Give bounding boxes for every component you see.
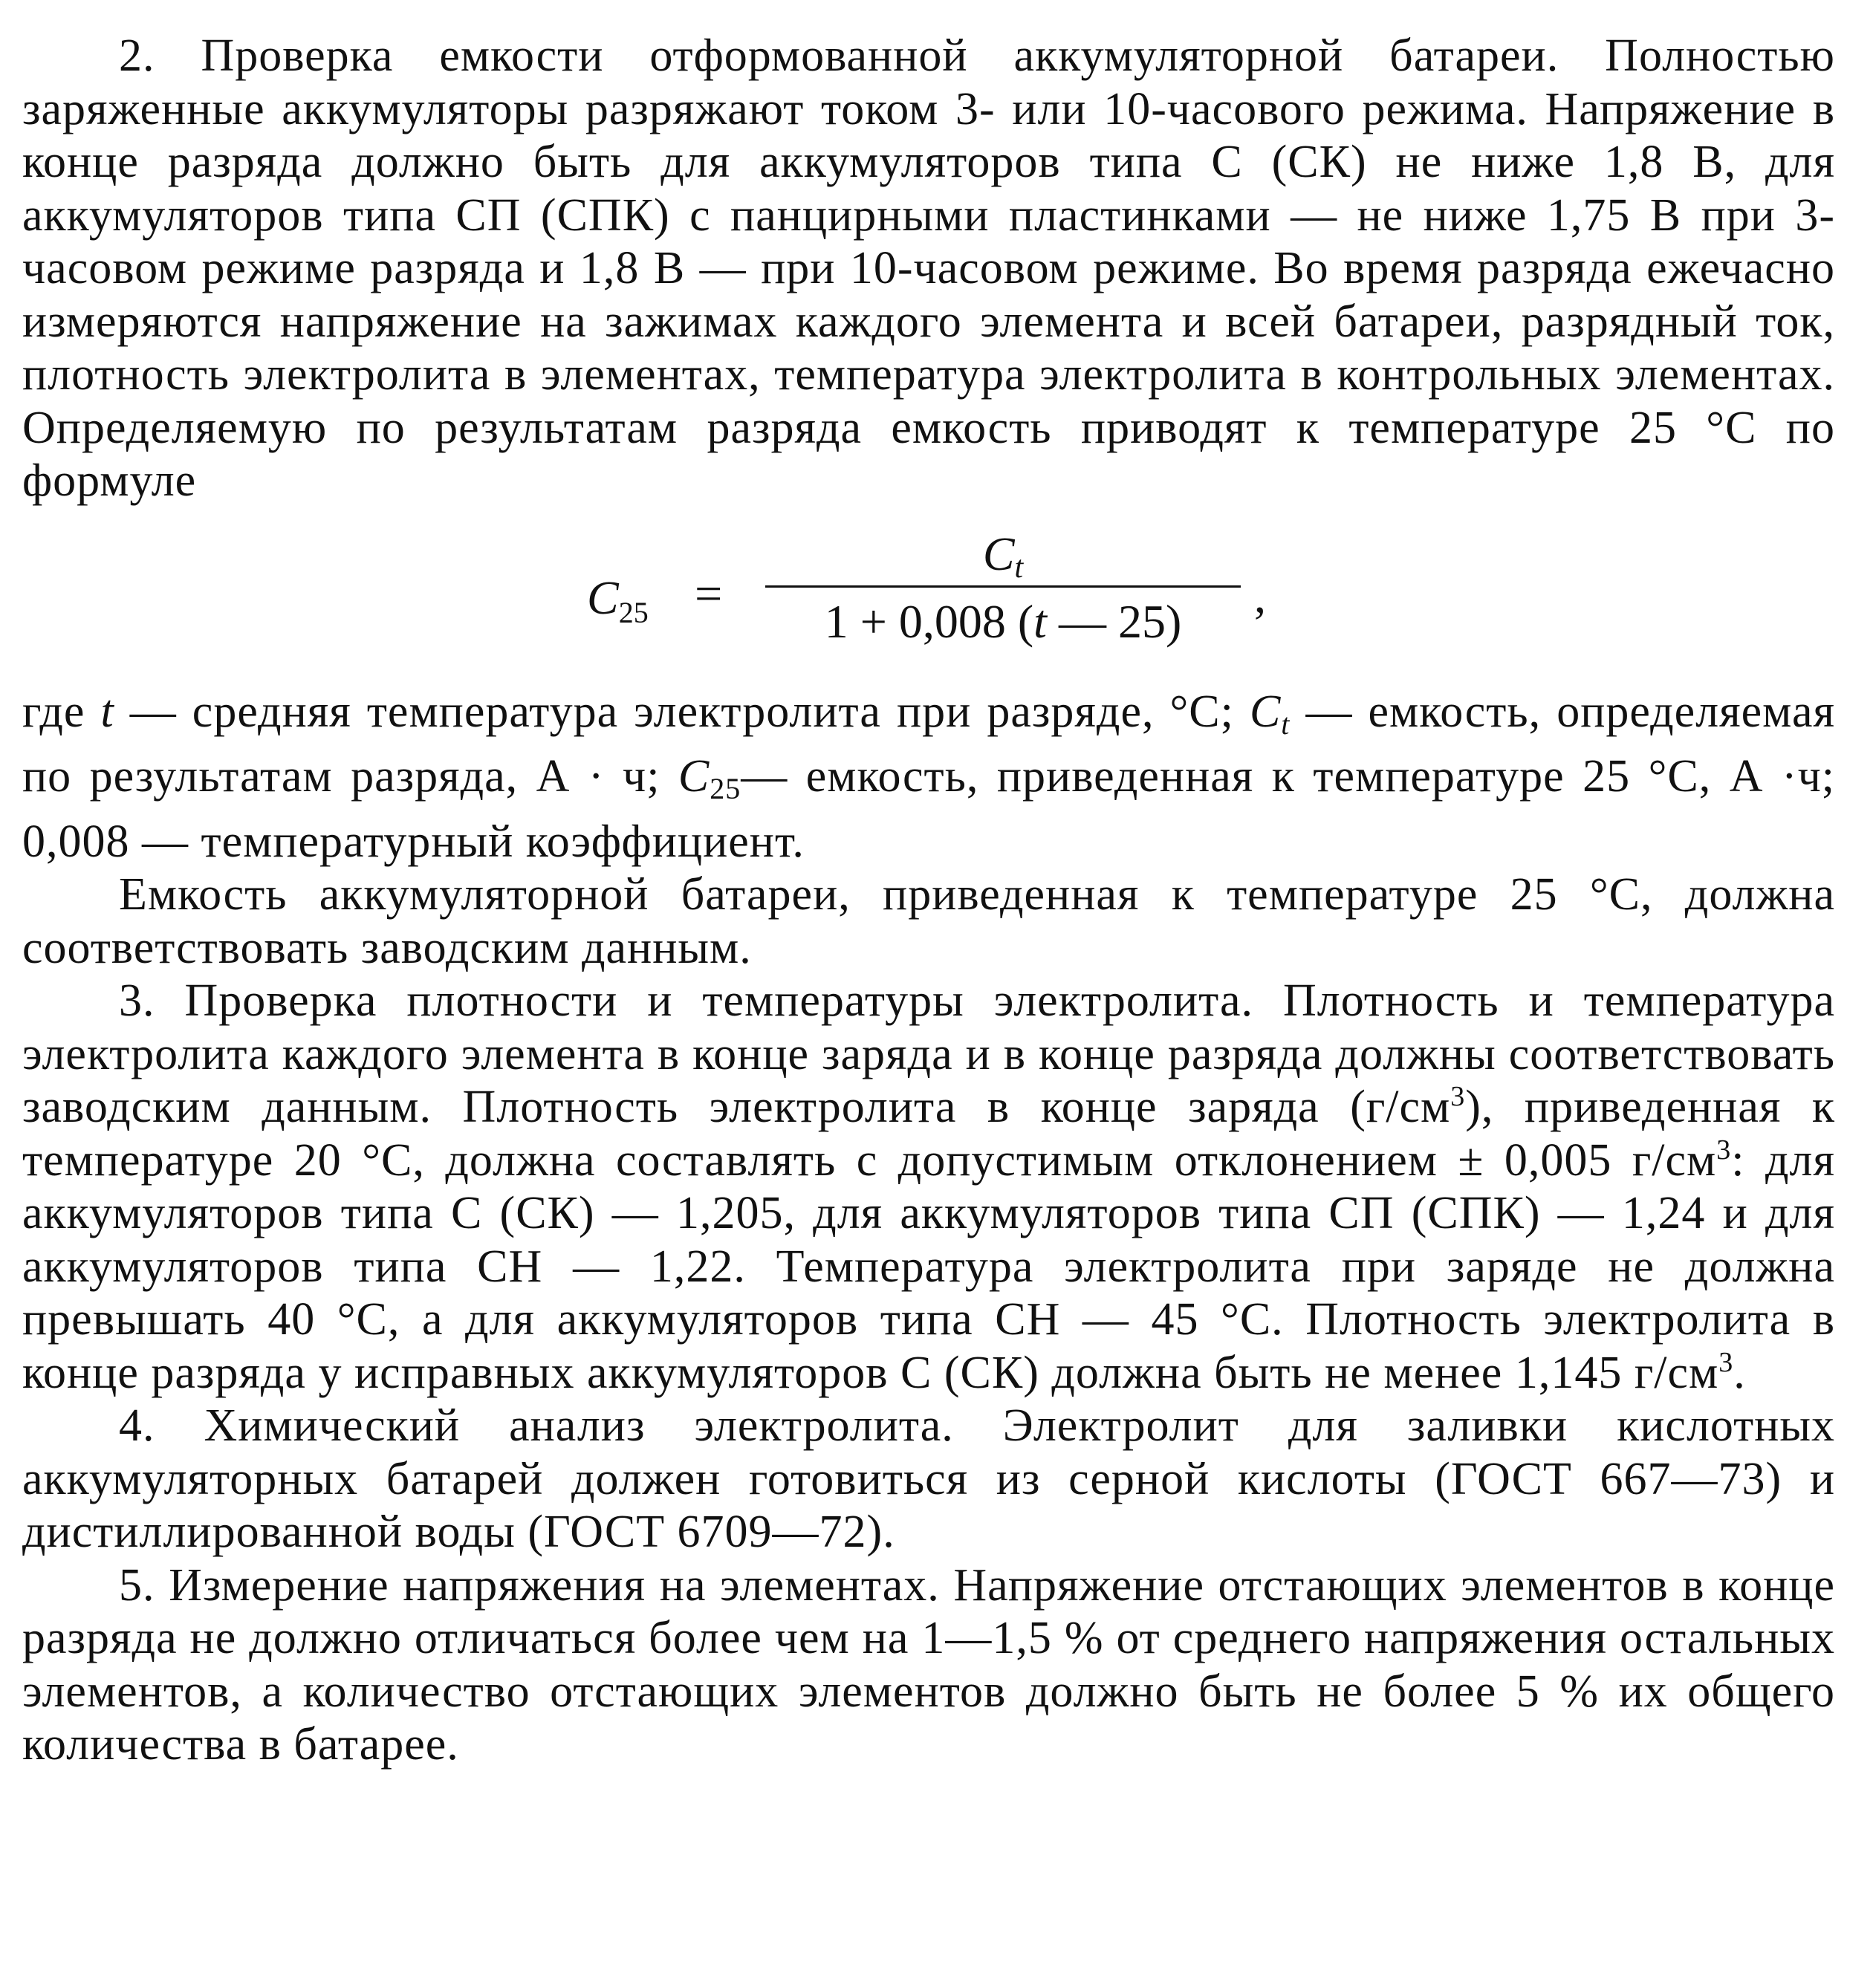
formula-comma: , (1254, 569, 1266, 623)
document-page (22, 30, 1835, 1772)
paragraph-voltage-measurement: 5. Измерение напряжения на элементах. Напряжение отстающих элементов в конце разряда не должно отличаться более чем на 1—1,5 % от среднего напряжения остальных элементов, а количество отстающих элементов должно быть не более 5 % их общего количества в батарее. (22, 1559, 1835, 1770)
formula-lhs: $C_{25}$ (587, 571, 649, 629)
paragraph-density-check: 3. Проверка плотности и температуры электролита. Плотность и температура электролита каждого элемента в конце заряда и в конце разряда должны соответствовать заводским данным. Плотность электролита в конце заряда $(г/см^3)$, приведенная к температуре 20 °С, должна составлять с допустимым отклонением ± 0,005 $г/см^3$: для аккумуляторов типа С (СК) — 1,205, для аккумуляторов типа СП (СПК) — 1,24 и для аккумуляторов типа СН — 1,22. Температура электролита при заряде не должна превышать 40 °С, а для аккумуляторов типа СН — 45 °С. Плотность электролита в конце разряда у исправных аккумуляторов С (СК) должна быть не менее 1,145 $г/см^3$. (22, 975, 1835, 1398)
paragraph-chemical-analysis: 4. Химический анализ электролита. Электролит для заливки кислотных аккумуляторных батарей должен готовиться из серной кислоты (ГОСТ 667—73) и дистиллированной воды (ГОСТ 6709—72). (22, 1400, 1835, 1557)
paragraph-capacity-requirement: Емкость аккумуляторной батареи, приведенная к температуре 25 °С, должна соответствовать заводским данным. (22, 869, 1835, 973)
paragraph-formula-legend: где t — средняя температура электролита при разряде, °С; $C_t$ — емкость, определяемая по результатам разряда, А · ч; $C_{25}—$ емкость, приведенная к температуре 25 °С, А ·ч; 0,008 — температурный коэффициент. (22, 686, 1835, 867)
capacity-formula (22, 524, 1835, 677)
formula-numerator: $C_t$ (982, 527, 1024, 585)
formula-fraction (765, 524, 1241, 652)
paragraph-capacity-check: 2. Проверка емкости отформованной аккумуляторной батареи. Полностью заряженные аккумуляторы разряжают током 3- или 10-часового режима. Напряжение в конце разряда должно быть для аккумуляторов типа С (СК) не ниже 1,8 В, для аккумуляторов типа СП (СПК) с панцирными пластинками — не ниже 1,75 В при 3-часовом режиме разряда и 1,8 В — при 10-часовом режиме. Во время разряда ежечасно измеряются напряжение на зажимах каждого элемента и всей батареи, разрядный ток, плотность электролита в элементах, температура электролита в контрольных элементах. Определяемую по результатам разряда емкость приводят к температуре 25 °С по формуле (22, 30, 1835, 506)
formula-denominator: 1 + 0,008 (t — 25) (824, 594, 1182, 648)
formula-equals: = (695, 566, 723, 621)
